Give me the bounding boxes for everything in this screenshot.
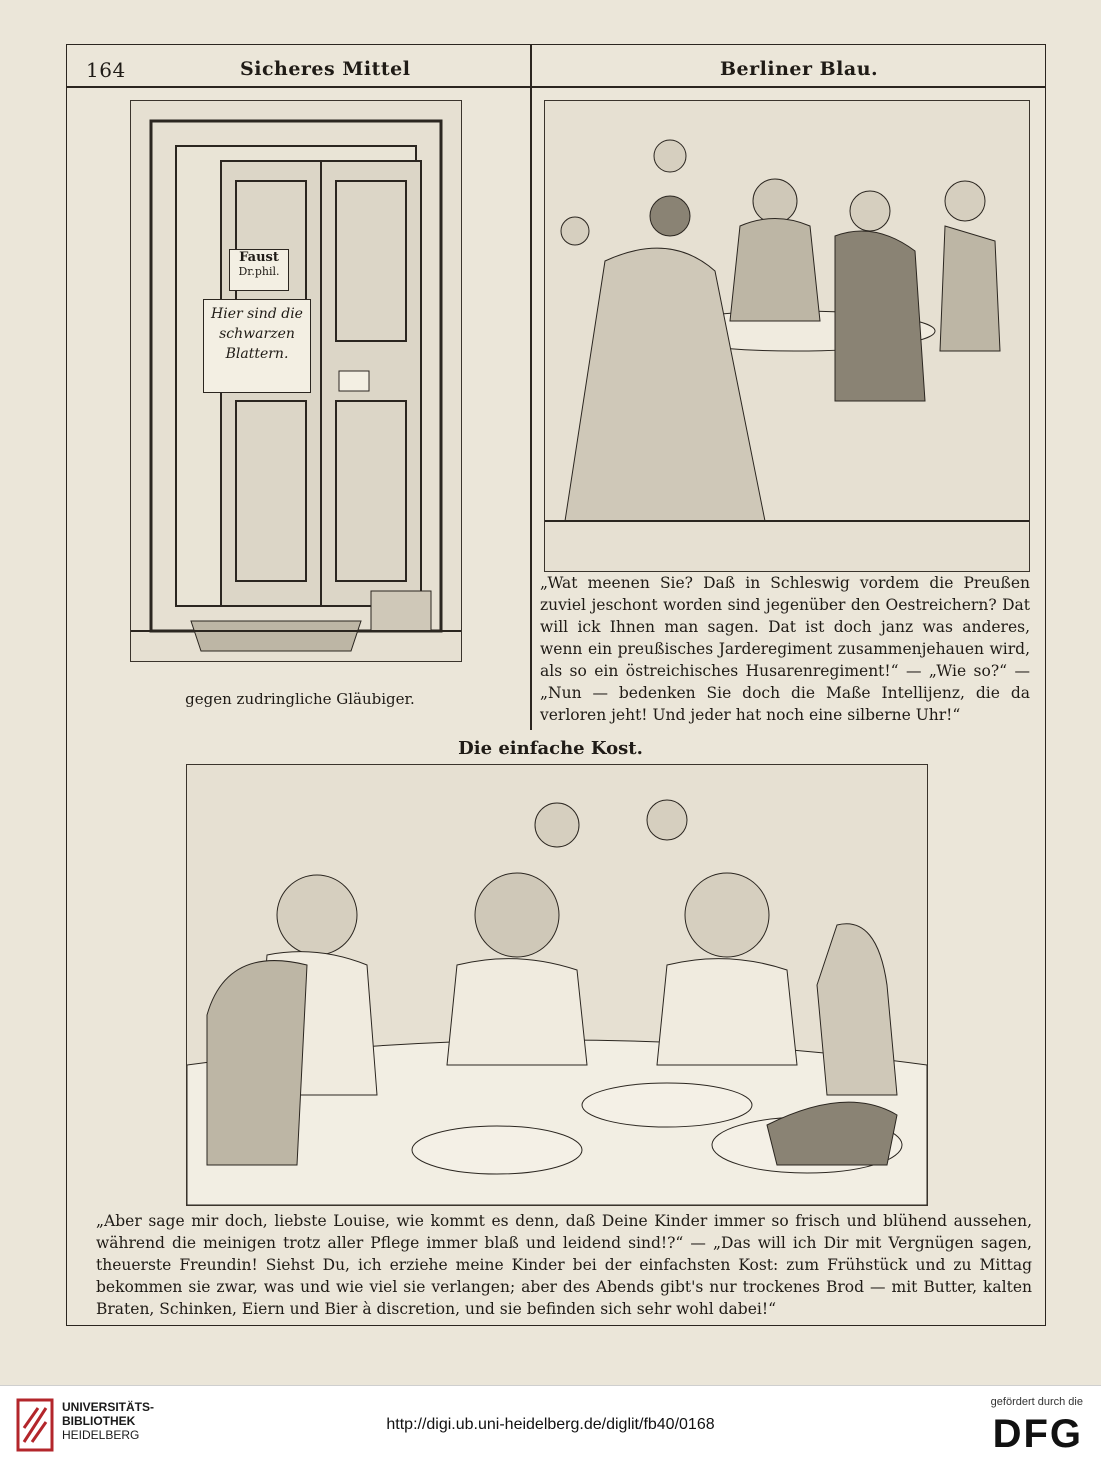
column-divider [530, 44, 532, 730]
children-meal-drawing [187, 765, 927, 1205]
section-title: Die einfache Kost. [458, 738, 643, 759]
dinner-party-illustration [544, 100, 1030, 572]
dfg-logo: DFG [992, 1412, 1083, 1456]
funding-note: gefördert durch die [990, 1396, 1083, 1408]
name-plate [229, 249, 289, 291]
left-cartoon-title: Sicheres Mittel [240, 58, 411, 80]
digitization-footer [0, 1385, 1101, 1468]
right-caption: „Wat meenen Sie? Daß in Schleswig vordem die Preußen zuviel jeschont worden sind jegenüber den Oestreichern? Dat will ick Ihnen man sagen. Dat ist doch janz was anderes, wenn ein preußisches Jarderegiment zusammenjehauen wird, als so ein östreichisches Husarenregiment!“ — „Wie so?“ — „Nun — bedenken Sie doch die Maße Intellijenz, die da verloren jeht! Und jeder hat noch eine silberne Uhr!“ [540, 574, 1030, 724]
name-plate-degree: Dr.phil. [238, 265, 280, 278]
header-rule [66, 86, 1046, 88]
dinner-party-drawing [545, 101, 1029, 571]
children-meal-illustration [186, 764, 928, 1206]
library-name-line1: UNIVERSITÄTS- [62, 1400, 155, 1414]
door-illustration [130, 100, 462, 662]
right-cartoon-title: Berliner Blau. [720, 58, 879, 80]
handwritten-notice: Hier sind die schwarzen Blattern. [203, 299, 311, 393]
library-name-line2: BIBLIOTHEK [62, 1414, 136, 1428]
page-number: 164 [86, 58, 126, 82]
bottom-caption: „Aber sage mir doch, liebste Louise, wie kommt es denn, daß Deine Kinder immer so frisch und blühend aussehen, während die meinigen trotz aller Pflege immer blaß und leidend sind!?“ — „Das will ich Dir mit Vergnügen sagen, theuerste Freundin! Siehst Du, ich erziehe meine Kinder bei der einfachsten Kost: zum Frühstück und zu Mittag bekommen sie zwar, was und wie viel sie verlangen; aber des Abends gibt's nur trockenes Brod — mit Butter, kalten Braten, Schinken, Eiern und Bier à discretion, und sie befinden sich sehr wohl dabei!“ [96, 1212, 1032, 1318]
name-plate-name: Faust [239, 250, 279, 265]
left-caption: gegen zudringliche Gläubiger. [185, 690, 415, 708]
library-name-line3: HEIDELBERG [62, 1428, 140, 1442]
source-url: http://digi.ub.uni-heidelberg.de/diglit/fb40/0168 [386, 1416, 715, 1433]
